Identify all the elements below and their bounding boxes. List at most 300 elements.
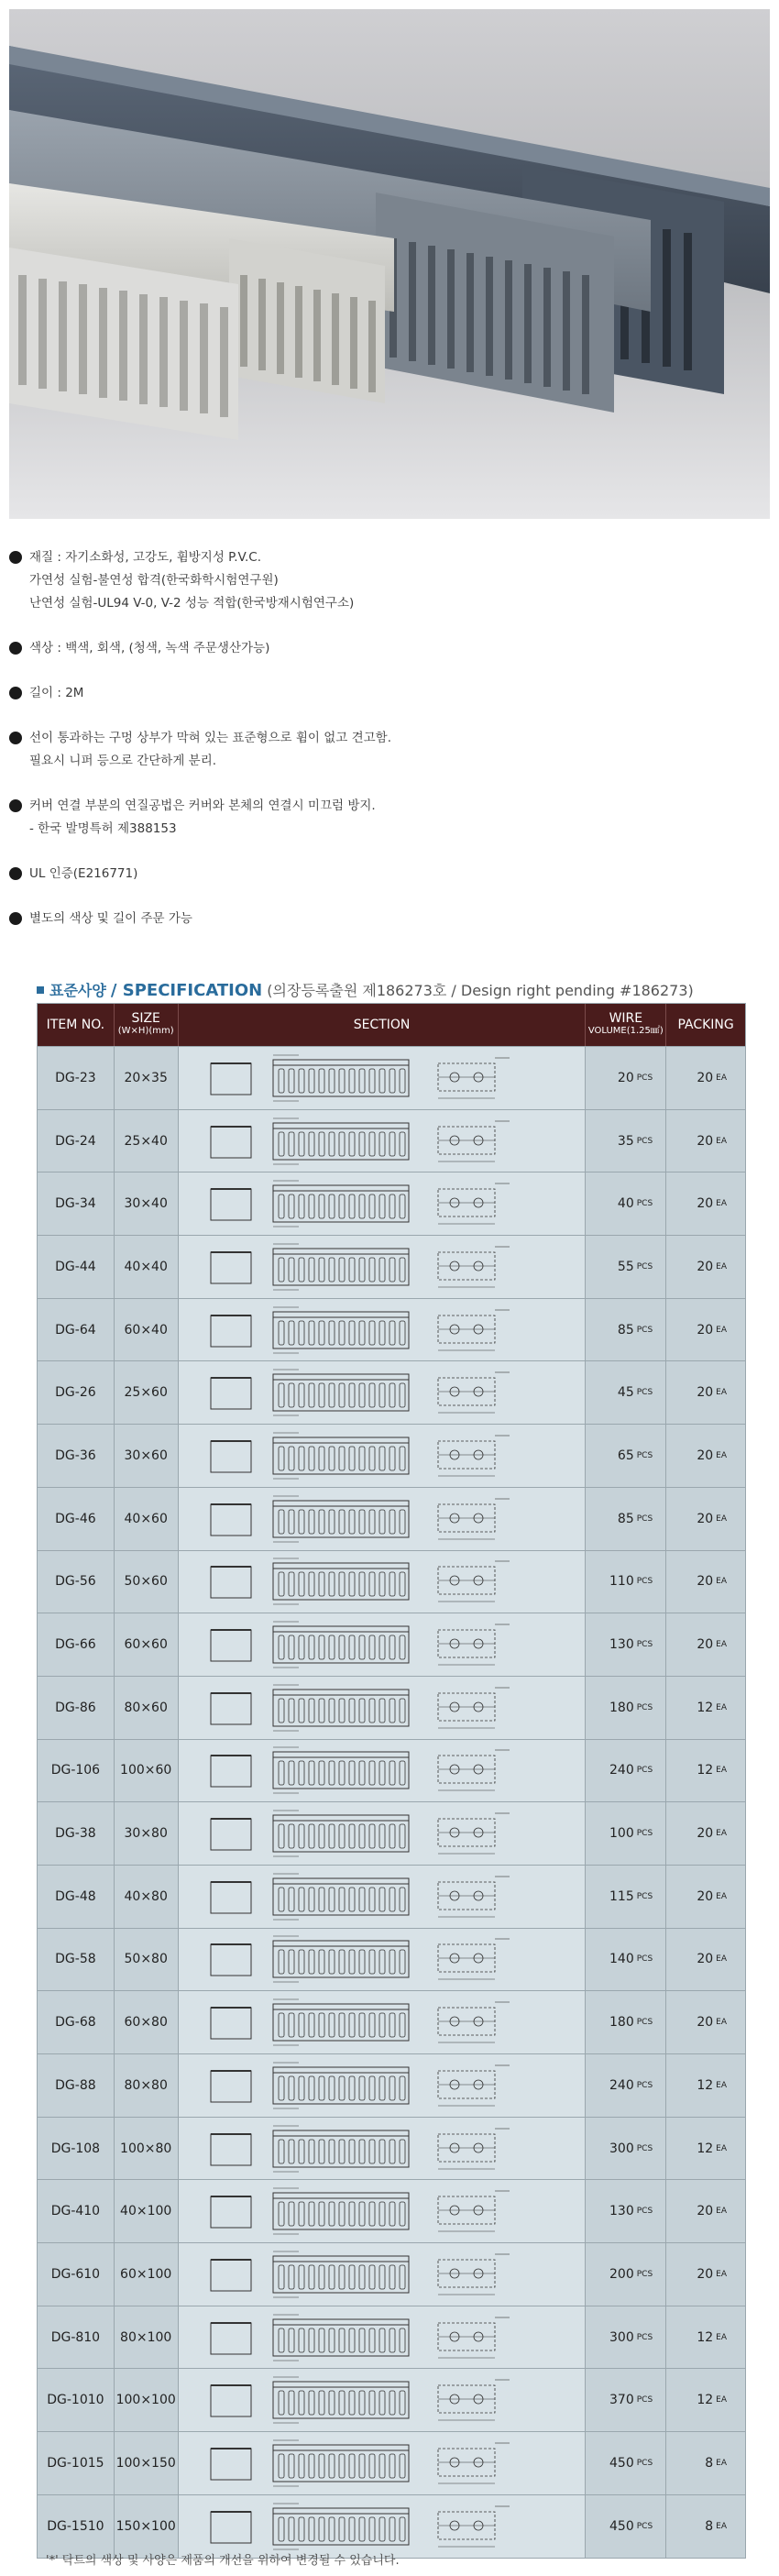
item-no: DG-24 [38, 1110, 115, 1172]
item-no: DG-1510 [38, 2495, 115, 2558]
duct-section-icon [198, 1176, 565, 1231]
wire-value: 180 [609, 1700, 634, 1715]
wire-volume [586, 2306, 666, 2369]
packing [666, 1299, 745, 1361]
wire-value: 240 [609, 2077, 634, 2093]
duct-section-icon [198, 2310, 565, 2365]
item-no: DG-26 [38, 1361, 115, 1424]
packing-unit: EA [716, 1891, 728, 1901]
section-drawing [179, 2180, 587, 2242]
table-body [38, 1046, 745, 2558]
feature-material [9, 546, 770, 615]
item-no: DG-810 [38, 2306, 115, 2369]
section-drawing [179, 1677, 587, 1739]
wire-value: 180 [609, 2015, 634, 2031]
duct-section-icon [198, 2058, 565, 2113]
duct-section-icon [198, 1617, 565, 1672]
duct-section-icon [198, 1995, 565, 2050]
table-row [38, 1235, 745, 1298]
size: 40×80 [115, 1866, 179, 1928]
feature-line: - 한국 발명특허 제388153 [29, 821, 177, 836]
duct-section-icon [198, 2121, 565, 2176]
header-size [115, 1004, 179, 1046]
wire-value: 65 [617, 1448, 634, 1463]
packing-value: 8 [705, 2455, 714, 2471]
wire-value: 110 [609, 1574, 634, 1590]
wire-unit: PCS [636, 2332, 653, 2342]
packing-unit: EA [716, 1388, 728, 1398]
packing [666, 1613, 745, 1676]
duct-section-icon [198, 2247, 565, 2302]
table-row [38, 2306, 745, 2369]
section-drawing [179, 1110, 587, 1172]
section-drawing [179, 1047, 587, 1109]
duct-section-icon [198, 2184, 565, 2239]
size: 40×60 [115, 1488, 179, 1550]
wire-volume [586, 2369, 666, 2431]
feature-line: 색상 : 백색, 회색, (청색, 녹색 주문생산가능) [29, 641, 270, 655]
wire-unit: PCS [636, 1199, 653, 1209]
table-row [38, 1739, 745, 1802]
packing-unit: EA [716, 2143, 728, 2153]
packing-value: 8 [705, 2518, 714, 2534]
wire-volume [586, 1425, 666, 1487]
item-no: DG-23 [38, 1047, 115, 1109]
packing-unit: EA [716, 1261, 728, 1271]
packing-value: 20 [697, 1259, 714, 1274]
wire-unit: PCS [636, 1073, 653, 1083]
item-no: DG-1015 [38, 2432, 115, 2494]
item-no: DG-44 [38, 1236, 115, 1298]
wire-value: 130 [609, 2204, 634, 2219]
size: 60×100 [115, 2243, 179, 2306]
packing [666, 2432, 745, 2494]
wire-volume [586, 1991, 666, 2053]
packing-unit: EA [716, 2269, 728, 2279]
duct-section-icon [198, 2436, 565, 2491]
section-drawing [179, 2118, 587, 2180]
packing-value: 12 [697, 1700, 714, 1715]
duct-section-icon [198, 1806, 565, 1861]
item-no: DG-410 [38, 2180, 115, 2242]
wire-unit: PCS [636, 2269, 653, 2279]
feature-length [9, 682, 770, 705]
packing-value: 20 [697, 1385, 714, 1401]
wire-value: 240 [609, 1763, 634, 1778]
size: 60×60 [115, 1613, 179, 1676]
section-drawing [179, 1361, 587, 1424]
packing [666, 1236, 745, 1298]
size: 25×60 [115, 1361, 179, 1424]
size: 100×100 [115, 2369, 179, 2431]
packing [666, 1991, 745, 2053]
feature-line: 길이 : 2M [29, 686, 84, 700]
size: 50×80 [115, 1929, 179, 1991]
size: 25×40 [115, 1110, 179, 1172]
section-drawing [179, 2054, 587, 2117]
packing-value: 20 [697, 1637, 714, 1653]
packing [666, 1488, 745, 1550]
bullet-icon [9, 687, 22, 699]
section-drawing [179, 1551, 587, 1613]
packing-value: 20 [697, 1888, 714, 1904]
wire-volume [586, 1929, 666, 1991]
footnote: '*' 닥트의 색상 및 사양은 제품의 개선을 위하여 변경될 수 있습니다. [46, 2554, 400, 2568]
item-no: DG-36 [38, 1425, 115, 1487]
item-no: DG-34 [38, 1172, 115, 1235]
packing-value: 20 [697, 1448, 714, 1463]
wire-value: 85 [617, 1511, 634, 1526]
packing-value: 20 [697, 1574, 714, 1590]
size: 50×60 [115, 1551, 179, 1613]
table-row [38, 1676, 745, 1739]
item-no: DG-58 [38, 1929, 115, 1991]
packing-value: 20 [697, 1826, 714, 1842]
wire-volume [586, 1613, 666, 1676]
packing-unit: EA [716, 1199, 728, 1209]
table-row [38, 1487, 745, 1550]
wire-value: 140 [609, 1952, 634, 1967]
packing-unit: EA [716, 1073, 728, 1083]
packing-unit: EA [716, 1577, 728, 1587]
wire-unit: PCS [636, 1954, 653, 1965]
header-section: SECTION [179, 1004, 587, 1046]
packing [666, 1866, 745, 1928]
wire-value: 55 [617, 1259, 634, 1274]
size: 100×150 [115, 2432, 179, 2494]
packing-unit: EA [716, 2018, 728, 2028]
bullet-icon [9, 642, 22, 655]
header-size-label: SIZE [131, 1011, 160, 1026]
duct-section-icon [198, 1051, 565, 1106]
duct-section-icon [198, 1114, 565, 1169]
packing [666, 2369, 745, 2431]
packing [666, 2180, 745, 2242]
duct-section-icon [198, 1743, 565, 1798]
wire-unit: PCS [636, 1702, 653, 1712]
wire-volume [586, 2495, 666, 2558]
packing [666, 1740, 745, 1802]
wire-volume [586, 1488, 666, 1550]
wire-volume [586, 1172, 666, 1235]
item-no: DG-38 [38, 1802, 115, 1865]
item-no: DG-86 [38, 1677, 115, 1739]
wire-volume [586, 1740, 666, 1802]
size: 20×35 [115, 1047, 179, 1109]
header-wire [586, 1004, 666, 1046]
packing [666, 1047, 745, 1109]
size: 150×100 [115, 2495, 179, 2558]
table-row [38, 2242, 745, 2306]
duct-section-icon [198, 1680, 565, 1735]
item-no: DG-1010 [38, 2369, 115, 2431]
wire-unit: PCS [636, 1450, 653, 1460]
packing-value: 20 [697, 1133, 714, 1149]
table-row [38, 1613, 745, 1676]
item-no: DG-48 [38, 1866, 115, 1928]
wire-unit: PCS [636, 1891, 653, 1901]
wire-unit: PCS [636, 2080, 653, 2090]
duct-section-icon [198, 1428, 565, 1483]
wire-unit: PCS [636, 1640, 653, 1650]
wire-volume [586, 1802, 666, 1865]
table-row [38, 2494, 745, 2558]
header-item: ITEM NO. [38, 1004, 115, 1046]
packing [666, 1929, 745, 1991]
packing [666, 1677, 745, 1739]
duct-section-icon [198, 1554, 565, 1609]
item-no: DG-46 [38, 1488, 115, 1550]
packing [666, 2495, 745, 2558]
wire-unit: PCS [636, 1577, 653, 1587]
feature-color [9, 637, 770, 660]
feature-line: 필요시 니퍼 등으로 간단하게 분리. [29, 754, 217, 768]
feature-cover [9, 795, 770, 841]
size: 80×80 [115, 2054, 179, 2117]
square-bullet-icon [37, 986, 44, 994]
wire-value: 300 [609, 2329, 634, 2345]
feature-line: UL 인증(E216771) [29, 866, 138, 881]
wire-unit: PCS [636, 1136, 653, 1146]
duct-section-icon [198, 1869, 565, 1924]
wire-unit: PCS [636, 1514, 653, 1524]
packing-value: 20 [697, 2266, 714, 2282]
duct-section-icon [198, 2499, 565, 2554]
feature-line: 난연성 실험-UL94 V-0, V-2 성능 적합(한국방재시험연구소) [29, 596, 355, 611]
wire-unit: PCS [636, 1829, 653, 1839]
packing-value: 20 [697, 2015, 714, 2031]
section-drawing [179, 1866, 587, 1928]
wire-unit: PCS [636, 2207, 653, 2217]
size: 30×40 [115, 1172, 179, 1235]
section-drawing [179, 2306, 587, 2369]
item-no: DG-68 [38, 1991, 115, 2053]
duct-section-icon [198, 1239, 565, 1294]
wire-value: 300 [609, 2141, 634, 2156]
wire-unit: PCS [636, 2521, 653, 2531]
section-drawing [179, 1236, 587, 1298]
table-row [38, 2053, 745, 2117]
size: 80×100 [115, 2306, 179, 2369]
packing-unit: EA [716, 1702, 728, 1712]
wire-value: 100 [609, 1826, 634, 1842]
wire-volume [586, 1866, 666, 1928]
wire-volume [586, 2180, 666, 2242]
duct-section-icon [198, 2372, 565, 2427]
wire-volume [586, 1677, 666, 1739]
feature-list [9, 546, 770, 952]
spec-title-ko: 표준사양 [49, 982, 106, 999]
section-drawing [179, 1991, 587, 2053]
wire-volume [586, 1361, 666, 1424]
feature-line: 재질 : 자기소화성, 고강도, 휨방지성 P.V.C. [29, 550, 261, 565]
wire-volume [586, 2118, 666, 2180]
wire-value: 450 [609, 2518, 634, 2534]
packing [666, 1172, 745, 1235]
packing [666, 1361, 745, 1424]
packing-value: 20 [697, 1952, 714, 1967]
wire-volume [586, 2243, 666, 2306]
table-row [38, 1990, 745, 2053]
wire-volume [586, 2054, 666, 2117]
wire-unit: PCS [636, 2395, 653, 2405]
duct-section-icon [198, 1303, 565, 1358]
item-no: DG-64 [38, 1299, 115, 1361]
table-row [38, 1928, 745, 1991]
packing-value: 20 [697, 1322, 714, 1338]
packing-unit: EA [716, 1829, 728, 1839]
wire-value: 370 [609, 2393, 634, 2408]
feature-structure [9, 727, 770, 773]
section-drawing [179, 2432, 587, 2494]
item-no: DG-56 [38, 1551, 115, 1613]
size: 60×40 [115, 1299, 179, 1361]
wire-volume [586, 1299, 666, 1361]
size: 30×80 [115, 1802, 179, 1865]
packing [666, 2118, 745, 2180]
packing-unit: EA [716, 1450, 728, 1460]
packing-unit: EA [716, 2458, 728, 2468]
bullet-icon [9, 912, 22, 925]
wire-volume [586, 1047, 666, 1109]
packing-unit: EA [716, 2395, 728, 2405]
wire-volume [586, 2432, 666, 2494]
section-drawing [179, 2243, 587, 2306]
wire-unit: PCS [636, 1325, 653, 1335]
bullet-icon [9, 799, 22, 812]
wire-unit: PCS [636, 1766, 653, 1776]
header-wire-label: WIRE [609, 1011, 643, 1026]
feature-custom [9, 908, 770, 930]
wire-unit: PCS [636, 2458, 653, 2468]
table-row [38, 1424, 745, 1487]
item-no: DG-106 [38, 1740, 115, 1802]
section-drawing [179, 1929, 587, 1991]
section-drawing [179, 1488, 587, 1550]
wire-value: 40 [617, 1196, 634, 1212]
feature-line: 별도의 색상 및 길이 주문 가능 [29, 911, 192, 926]
section-drawing [179, 1299, 587, 1361]
table-row [38, 1172, 745, 1235]
duct-section-icon [198, 1492, 565, 1547]
table-row [38, 1550, 745, 1613]
section-drawing [179, 1425, 587, 1487]
wire-value: 85 [617, 1322, 634, 1338]
packing-unit: EA [716, 1325, 728, 1335]
table-header [38, 1004, 745, 1046]
packing-unit: EA [716, 2521, 728, 2531]
spec-table [37, 1003, 746, 2559]
wire-value: 115 [609, 1888, 634, 1904]
wire-volume [586, 1551, 666, 1613]
feature-line: 선이 통과하는 구멍 상부가 막혀 있는 표준형으로 휨이 없고 견고함. [29, 731, 392, 745]
size: 40×40 [115, 1236, 179, 1298]
packing [666, 1551, 745, 1613]
table-row [38, 1046, 745, 1109]
section-drawing [179, 1740, 587, 1802]
packing [666, 1110, 745, 1172]
table-row [38, 1360, 745, 1424]
item-no: DG-610 [38, 2243, 115, 2306]
size: 60×80 [115, 1991, 179, 2053]
item-no: DG-108 [38, 2118, 115, 2180]
wire-value: 35 [617, 1133, 634, 1149]
wire-unit: PCS [636, 2143, 653, 2153]
packing-unit: EA [716, 2080, 728, 2090]
packing-unit: EA [716, 1514, 728, 1524]
packing-unit: EA [716, 1136, 728, 1146]
wire-unit: PCS [636, 1261, 653, 1271]
section-drawing [179, 2369, 587, 2431]
wire-volume [586, 1110, 666, 1172]
section-drawing [179, 1613, 587, 1676]
packing-unit: EA [716, 2332, 728, 2342]
wire-unit: PCS [636, 1388, 653, 1398]
header-size-sub: (W×H)(mm) [117, 1026, 174, 1036]
table-row [38, 2368, 745, 2431]
packing [666, 2054, 745, 2117]
header-packing: PACKING [677, 1017, 734, 1032]
feature-ul [9, 863, 770, 886]
packing-value: 20 [697, 2204, 714, 2219]
spec-heading [37, 979, 694, 1000]
bullet-icon [9, 732, 22, 744]
duct-section-icon [198, 1365, 565, 1420]
packing-value: 20 [697, 1511, 714, 1526]
table-row [38, 2431, 745, 2494]
wire-value: 450 [609, 2455, 634, 2471]
size: 100×60 [115, 1740, 179, 1802]
size: 40×100 [115, 2180, 179, 2242]
wire-value: 200 [609, 2266, 634, 2282]
packing-value: 12 [697, 2393, 714, 2408]
feature-line: 커버 연결 부분의 연질공법은 커버와 본체의 연결시 미끄럼 방지. [29, 798, 376, 813]
packing-value: 20 [697, 1196, 714, 1212]
size: 80×60 [115, 1677, 179, 1739]
table-row [38, 2179, 745, 2242]
packing-value: 12 [697, 1763, 714, 1778]
table-row [38, 1801, 745, 1865]
section-drawing [179, 2495, 587, 2558]
wire-value: 130 [609, 1637, 634, 1653]
item-no: DG-66 [38, 1613, 115, 1676]
table-row [38, 2117, 745, 2180]
wire-value: 45 [617, 1385, 634, 1401]
size: 30×60 [115, 1425, 179, 1487]
table-row [38, 1298, 745, 1361]
packing-unit: EA [716, 1954, 728, 1965]
wire-value: 20 [617, 1070, 634, 1085]
product-photo [9, 9, 770, 519]
section-drawing [179, 1172, 587, 1235]
table-row [38, 1865, 745, 1928]
packing-unit: EA [716, 1640, 728, 1650]
table-row [38, 1109, 745, 1172]
packing [666, 1802, 745, 1865]
spec-title-en: / SPECIFICATION [110, 981, 263, 1000]
packing-unit: EA [716, 2207, 728, 2217]
size: 100×80 [115, 2118, 179, 2180]
packing-value: 12 [697, 2077, 714, 2093]
wire-volume [586, 1236, 666, 1298]
packing [666, 2243, 745, 2306]
bullet-icon [9, 551, 22, 564]
wiring-duct-photo-icon [9, 9, 770, 519]
feature-line: 가연성 실험-불연성 합격(한국화학시험연구원) [29, 573, 279, 588]
header-wire-sub: VOLUME(1.25㎟) [587, 1026, 664, 1036]
duct-section-icon [198, 1932, 565, 1987]
bullet-icon [9, 867, 22, 880]
